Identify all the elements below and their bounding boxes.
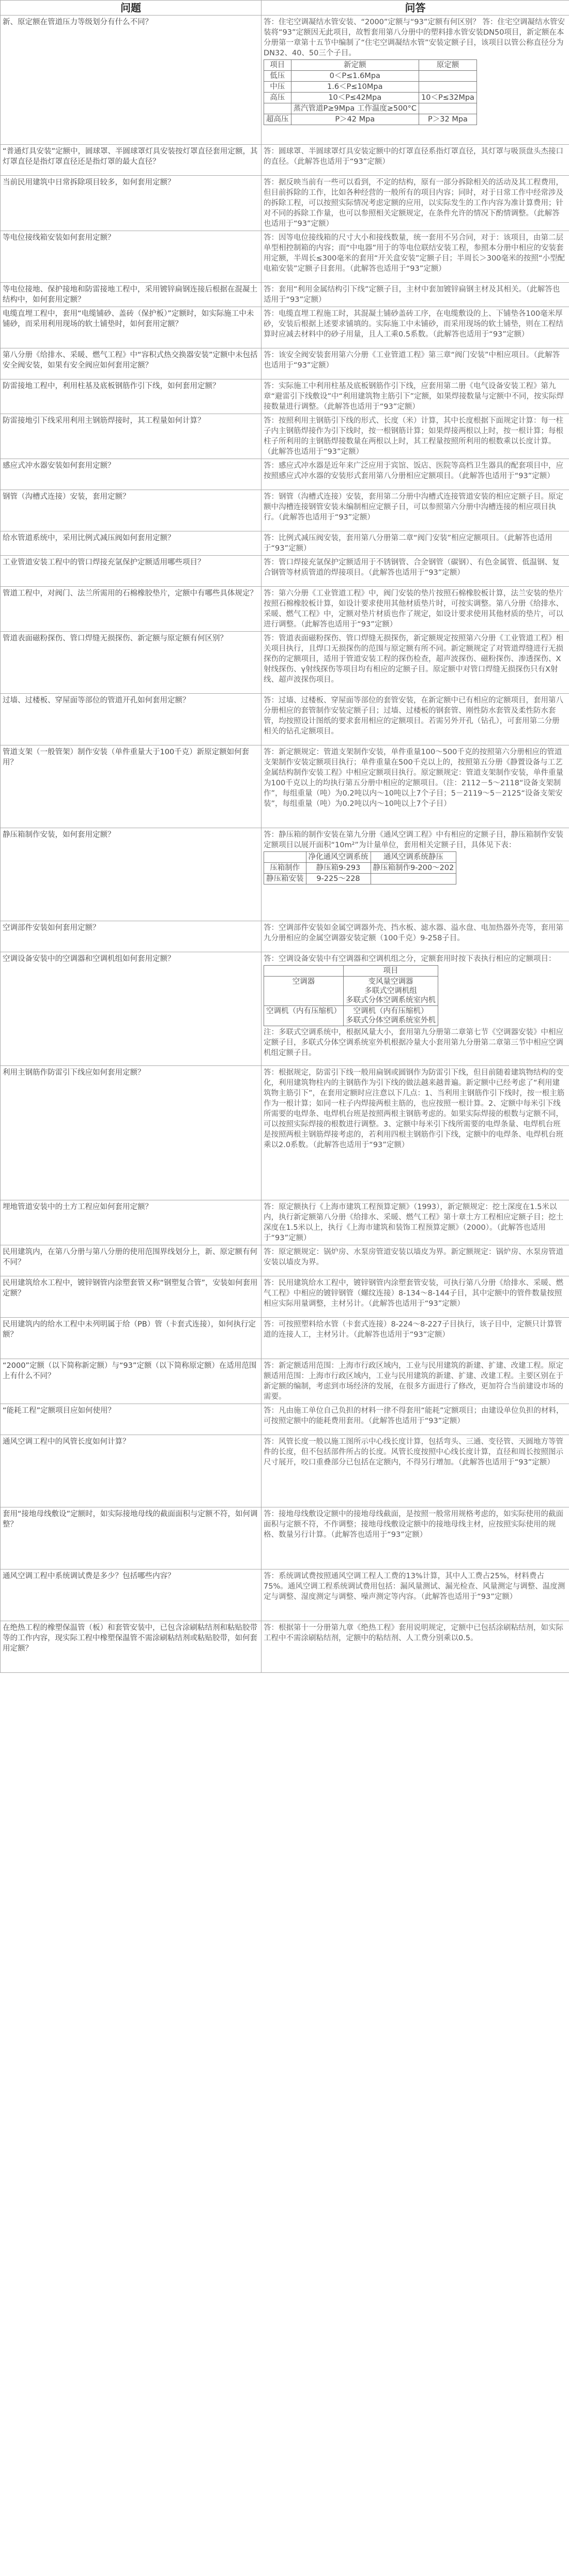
answer-text: 答：住宅空调凝结水管安装、“2000”定额与“93”定额有何区别？ 答：住宅空调凝结水管安装将“93”定额因无此项目，故暂套用第八分册中的塑料排水管安装DN50项目，新定额在本分册第一章第十五节中编制了“住宅空调凝结水管”安装定额子目，该项目以管公称直径分为DN32、40、50三个子目。 — [264, 18, 565, 57]
answer-cell — [262, 531, 569, 556]
answer-cell — [262, 1569, 569, 1621]
answer-cell — [262, 1435, 569, 1507]
answer-text: 答：套用“利用金属结构引下线”定额子目，主材中套加镀锌扁钢主材及其相关。（此解答也适用于“93”定额） — [264, 285, 560, 304]
answer-cell — [262, 307, 569, 348]
answer-note: 注：多联式空调系统中，根据风量大小，套用第九分册第二章第七节《空调器安装》中相应定额子目，多联式分体空调系统室外机根据冷量大小套用第九分册第二章第三节中相应空调机组定额子目。 — [264, 1028, 563, 1057]
inner-table-row — [264, 93, 477, 103]
qa-row — [1, 694, 569, 745]
inner-table-cell: 超高压 — [264, 114, 291, 125]
answer-text: 答：管口焊接充氩保护定额适用于不锈钢管、合金钢管（碳钢）、有色金属管、低温钢、复合钢管等材质管道的焊接项目。（此解答也适用于“93”定额） — [264, 558, 560, 577]
question-cell: 等电位接线箱安装如何套用定额？ — [1, 231, 262, 283]
inner-table-cell: 压箱制作 — [264, 863, 306, 874]
answer-text: 答：根据规定，防雷引下线一般用扁钢或圆钢作为防雷引下线，但目前随着建筑物结构的变化，利用建筑物柱内的主钢筋作为引下线的做法越来越普遍。新定额中已经考虑了“利用建筑物主筋引下”，在套用定额时应注意以下几点：1、当利用主钢筋作引下线时，按一根主筋作为一根计算；如同一柱子内焊接两根主筋的，也应按照一根计算。2、定额中每米引下线所需要的电焊条、电焊机台班是按照两根主钢筋考虑的。如果实际焊接的根数与定额不同，可以按照实际焊接的根数进行调整。3、定额中每米引下线所需要的电焊条量、电焊机台班是按照两根主钢筋焊接考虑的，若利用四根主钢筋作引下线，定额中的电焊条、电焊机台班乘以2.0系数。（此解答也适用于“93”定额） — [264, 1069, 565, 1149]
qa-row — [1, 1276, 569, 1318]
question-cell: 防雷接地工程中，利用柱基及底板钢筋作引下线，如何套用定额？ — [1, 379, 262, 414]
answer-cell — [262, 176, 569, 231]
answer-cell — [262, 1621, 569, 1673]
question-cell: 通风空调工程中系统调试费是多少？包括哪些内容？ — [1, 1569, 262, 1621]
qa-row — [1, 459, 569, 490]
question-cell: 工业管道安装工程中的管口焊接充氩保护定额适用哪些项目？ — [1, 556, 262, 587]
answer-text: 答：实际施工中利用柱基及底板钢筋作引下线，应套用第二册《电气设备安装工程》第九章“避雷引下线敷设”中“利用建筑物主筋引下”定额，如果焊接数量与定额中不同，按实际焊接数量进行调整。（此解答也适用于“93”定额） — [264, 382, 564, 411]
answer-text: 答：感应式冲水器是近年来广泛应用于宾馆、饭店、医院等高档卫生器具的配套项目中，应按照感应式冲水器的安装形式套用第八分册相应定额项目。（此解答也适用于“93”定额） — [264, 462, 563, 480]
answer-cell — [262, 952, 569, 1066]
question-cell: 在绝热工程的橡塑保温管（板）和套管安装中，已包含涂刷粘结剂和粘贴胶带等的工作内容，现实际工程中橡塑保温管不需涂刷粘结剂或粘贴胶带，如何套用定额？ — [1, 1621, 262, 1673]
answer-text: 答：过墙、过楼板、穿屋面等部位的套管安装，在新定额中已有相应的定额项目，套用第八分册相应的套管制作安装定额子目；过墙、过楼板的钢套管、刚性防水套管及柔性防水套管，均按照设计图纸的要求套用相应的定额项目。若需另外开孔（钻孔），可套用第二分册相关的钻孔定额项目。 — [264, 696, 563, 736]
inner-table-header-cell — [264, 966, 344, 977]
answer-text: 答：比例式减压阀安装，套用第八分册第二章“阀门安装”相应定额项目。（此解答也适用于“93”定额） — [264, 534, 552, 553]
qa-row — [1, 1621, 569, 1673]
question-cell: 静压箱制作安装，如何套用定额？ — [1, 828, 262, 921]
answer-cell — [262, 16, 569, 145]
answer-cell — [262, 490, 569, 531]
question-cell: 民用建筑内，在第八分册与第八分册的使用范围界线划分上，新、原定额有何不同？ — [1, 1245, 262, 1276]
answer-text: 答：据反映当前有一些可以看到，不定的结构，原有一部分拆除相关的活动及其工程费用，但目前拆除的工作，比如各种经营的一般所有的项目内容；同时，对于日常工作中经常涉及的拆除工程，可以按照实际情况考虑定额的应用，以实际发生的工作内容为准计算费用；针对不同的拆除工作量，也可以参照相关定额规定，在条件允许的情况下酌情调整。（此解答也适用于“93”定额） — [264, 178, 563, 228]
question-cell: 感应式冲水器安装如何套用定额？ — [1, 459, 262, 490]
inner-table-header-cell: 项目 — [264, 60, 291, 71]
inner-table-cell: 静压箱安装 — [264, 874, 306, 885]
inner-table-cell: 空调器 — [264, 977, 344, 1006]
inner-table-cell: 高压 — [264, 93, 291, 103]
qa-row — [1, 587, 569, 632]
answer-text: 答：按照利用主钢筋引下线的形式、长度（米）计算，其中长度根据下面规定计算：每一柱子内主钢筋焊接作为引下线时，按一根钢筋计算；如果焊接两根以上时，按一根计算；每根柱子所利用的主钢筋焊接数量在两根以上时，其工程量按照所利用的根数乘以长度计算。（此解答也适用于“93”定额） — [264, 417, 563, 456]
qa-row — [1, 745, 569, 828]
inner-table-row — [264, 1006, 438, 1026]
inner-table-cell: 10＜P≤32Mpa — [419, 93, 477, 103]
qa-row — [1, 1245, 569, 1276]
inner-table-cell: 空调机（内有压缩机） 多联式分体空调系统室外机 — [344, 1006, 438, 1026]
question-cell: 给水管道系统中，采用比例式减压阀如何套用定额？ — [1, 531, 262, 556]
inner-table-cell: P＞32 Mpa — [419, 114, 477, 125]
question-cell: 民用建筑给水工程中，镀锌钢管内涂塑套管又称“钢塑复合管”，安装如何套用定额？ — [1, 1276, 262, 1318]
inner-table-cell — [264, 103, 291, 114]
inner-table-row — [264, 977, 438, 1006]
answer-text: 答：静压箱的制作安装在第九分册《通风空调工程》中有相应的定额子目，静压箱制作安装定额项目以展开面积“10m²”为计量单位，套用相关定额子目，具体见下表： — [264, 831, 563, 849]
answer-text: 答：新定额适用范围：上海市行政区域内，工业与民用建筑的新建、扩建、改建工程。原定额适用范围：上海市行政区域内，工业与民用建筑的新建、扩建、改建工程。主要区别在于新定额的编制，考虑到市场经济的发展，在很多方面进行了修改，更加符合当前建设市场的需要。 — [264, 1362, 563, 1401]
qa-row — [1, 1200, 569, 1245]
inner-table-cell: 中压 — [264, 82, 291, 93]
answer-text: 答：可按照塑料给水管（卡套式连接）8-224～8-227子目执行，该子目中，定额只计算管道的连接人工，主材另计。（此解答也适用于“93”定额） — [264, 1320, 562, 1339]
answer-text: 答：原定额执行《上海市建筑工程预算定额》（1993），新定额规定：挖土深度在1.5米以内，执行新定额第八分册《给排水、采暖、燃气工程》第十章土方工程相应定额子目；挖土深度在1.5米以上，执行《上海市建筑和装饰工程预算定额》（2000）。（此解答也适用于“93”定额） — [264, 1203, 563, 1242]
inner-table-row — [264, 874, 456, 885]
answer-cell — [262, 632, 569, 694]
answer-cell — [262, 921, 569, 952]
answer-text: 答：民用建筑给水工程中，镀锌钢管内涂塑套管安装，可执行第八分册《给排水、采暖、燃气工程》中相应的镀锌钢管（螺纹连接）8-134～8-144子目，其中定额中的管件数量按照相应实际用量调整，主材另计。（此解答也适用于“93”定额） — [264, 1279, 563, 1308]
answer-cell — [262, 745, 569, 828]
inner-table-header-cell: 项目 — [344, 966, 438, 977]
qa-row — [1, 490, 569, 531]
qa-row — [1, 145, 569, 176]
question-cell: 管道工程中，对阀门、法兰所需用的石棉橡胶垫片，定额中有哪些具体规定？ — [1, 587, 262, 632]
qa-body — [1, 16, 569, 1673]
answer-cell — [262, 1276, 569, 1318]
answer-text: 答：新定额规定：管道支架制作安装，单件重量100～500千克的按照第六分册相应的管道支架制作安装定额项目执行；单件重量在500千克以上的，按照第五分册《静置设备与工艺金属结构制作安装工程》中相应定额项目执行。原定额规定：管道支架制作安装，单件重量为100千克以上的均执行第五分册中相应的定额项目。（注：2112－5～2118“设备支架制作”，每组重量（吨）为0.2吨以内～10吨以上7个子目；5－2119～5－2125“设备支架安装”，每组重量（吨）为0.2吨以内～10吨以上7个子目） — [264, 748, 563, 808]
qa-row — [1, 16, 569, 145]
answer-text: 答：空调设备安装中有空调器和空调机组之分，定额套用时按下表执行相应的定额项目： — [264, 955, 556, 963]
qa-row — [1, 1435, 569, 1507]
question-cell: 防雷接地引下线采用利用主钢筋焊接时，其工程量如何计算？ — [1, 414, 262, 459]
qa-row — [1, 1359, 569, 1404]
answer-text: 答：管道表面磁粉探伤、管口焊缝无损探伤，新定额规定按照第六分册《工业管道工程》相关项目执行，且焊口无损探伤的范围与原定额有所不同。新定额规定了对管道焊缝进行无损探伤的定额项目，适用于管道安装工程的探伤检查，超声波探伤、磁粉探伤、渗透探伤、X射线探伤、γ射线探伤等项目均有相应的定额子目。原定额中对管口焊缝无损探伤只有X射线、超声波探伤项目。 — [264, 634, 563, 684]
question-cell: 埋地管道安装中的土方工程应如何套用定额？ — [1, 1200, 262, 1245]
answer-inner-table — [264, 965, 438, 1026]
qa-row — [1, 307, 569, 348]
answer-cell — [262, 283, 569, 307]
question-cell: 电缆直埋工程中，套用“电缆铺砂、盖砖（保护板）”定额时，如实际施工中未铺砂，而采用利用现场的软土铺垫时，如何套用定额？ — [1, 307, 262, 348]
answer-cell — [262, 1200, 569, 1245]
question-cell: 套用“接地母线敷设”定额时，如实际接地母线的截面面积与定额不符，如何调整？ — [1, 1507, 262, 1569]
question-cell: 等电位接地、保护接地和防雷接地工程中，采用镀锌扁钢连接后根据在混凝土结构中，如何套用定额？ — [1, 283, 262, 307]
answer-cell — [262, 1066, 569, 1200]
question-cell: “能耗工程”定额项目应如何使用？ — [1, 1404, 262, 1435]
answer-text: 答：接地母线敷设定额中的接地母线截面，是按照一般常用规格考虑的，如实际使用的截面面积与定额不符，不作调整；接地母线敷设定额中的接地母线主材，应按照实际使用的规格、数量另行计算。（此解答也适用于“93”定额） — [264, 1510, 563, 1539]
inner-table-cell — [419, 71, 477, 82]
answer-text: 答：钢管（沟槽式连接）安装，套用第二分册中沟槽式连接管道安装的相应定额子目。原定额中沟槽连接钢管安装未编制相应定额子目，可以参照第六分册中沟槽连接的相应项目执行。（此解答也适用于“93”定额） — [264, 493, 563, 522]
inner-table-cell — [419, 103, 477, 114]
inner-table-header-cell — [264, 852, 306, 863]
answer-text: 答：原定额规定：锅炉房、水泵房管道安装以墙皮为界。新定额规定：锅炉房、水泵房管道安装以墙皮为界。 — [264, 1248, 563, 1267]
inner-table-row — [264, 103, 477, 114]
inner-table-cell: 变风量空调器 多联式空调机组 多联式分体空调系统室内机 — [344, 977, 438, 1006]
inner-table-row — [264, 114, 477, 125]
qa-row — [1, 556, 569, 587]
qa-row — [1, 1569, 569, 1621]
inner-table-cell: 1.6＜P≤10Mpa — [291, 82, 419, 93]
qa-row — [1, 414, 569, 459]
qa-row — [1, 632, 569, 694]
inner-table-header-row — [264, 852, 456, 863]
qa-row — [1, 348, 569, 379]
inner-table-header-cell: 净化通风空调系统 — [306, 852, 371, 863]
inner-table-header-row — [264, 60, 477, 71]
inner-table-cell: 蒸汽管道P≥9Mpa 工作温度≥500°C — [291, 103, 419, 114]
inner-table-cell: 低压 — [264, 71, 291, 82]
question-cell: 空调部件安装如何套用定额？ — [1, 921, 262, 952]
answer-column-header: 问答 — [262, 1, 569, 16]
answer-cell — [262, 694, 569, 745]
answer-cell — [262, 587, 569, 632]
inner-table-cell: P＞42 Mpa — [291, 114, 419, 125]
answer-text: 答：电缆直埋工程施工时，其混凝土铺砂盖砖工序，在电缆敷设的上、下铺垫各100毫米厚砂，安装后根据上述要求铺填的。实际施工中未铺砂，而采用现场的软土铺垫，则在工程结算时应减去材料中的砂子用量，且人工乘0.5系数。（此解答也适用于“93”定额） — [264, 310, 563, 339]
header-row — [1, 1, 569, 16]
question-cell: 过墙、过楼板、穿屋面等部位的管道开孔如何套用定额？ — [1, 694, 262, 745]
inner-table-row — [264, 863, 456, 874]
qa-row — [1, 231, 569, 283]
qa-row — [1, 283, 569, 307]
answer-cell — [262, 459, 569, 490]
qa-row — [1, 176, 569, 231]
question-cell: 第八分册《给排水、采暖、燃气工程》中“容积式热交换器安装”定额中未包括安全阀安装，如果有安全阀应如何套用定额？ — [1, 348, 262, 379]
answer-cell — [262, 379, 569, 414]
question-cell: 管道支架（一般管架）制作安装（单件重量大于100千克）新原定额如何套用？ — [1, 745, 262, 828]
qa-row — [1, 1318, 569, 1359]
answer-cell — [262, 1507, 569, 1569]
question-cell: 管道表面磁粉探伤、管口焊缝无损探伤、新定额与原定额有何区别？ — [1, 632, 262, 694]
inner-table-cell: 0＜P≤1.6Mpa — [291, 71, 419, 82]
qa-row — [1, 921, 569, 952]
answer-cell — [262, 1404, 569, 1435]
inner-table-row — [264, 71, 477, 82]
question-cell: “普通灯具安装”定额中，圆球罩、半圆球罩灯具安装按灯罩直径套用定额，其灯罩直径是指灯罩直径还是指灯罩的最大直径？ — [1, 145, 262, 176]
answer-text: 答：该安全阀安装套用第六分册《工业管道工程》第三章“阀门安装”中相应项目。（此解答也适用于“93”定额） — [264, 351, 560, 370]
inner-table-cell: 9-225～228 — [306, 874, 371, 885]
answer-text: 答：系统调试费按照通风空调工程人工费的13%计算，其中人工费占25%，材料费占75%。通风空调工程系统调试费用包括：漏风量测试、漏光检查、风量测定与调整、温度测定与调整、湿度测定与调整、噪声测定等内容。（此解答也适用于“93”定额） — [264, 1572, 565, 1601]
qa-row — [1, 952, 569, 1066]
qa-row — [1, 531, 569, 556]
inner-table-cell — [371, 874, 456, 885]
inner-table-header-cell: 新定额 — [291, 60, 419, 71]
inner-table-header-cell: 通风空调系统静压 — [371, 852, 456, 863]
answer-cell — [262, 145, 569, 176]
qa-row — [1, 1066, 569, 1200]
answer-inner-table — [264, 59, 477, 125]
inner-table-cell: 静压箱9-293 — [306, 863, 371, 874]
question-cell: 民用建筑内的给水工程中未列明属于给（PB）管（卡套式连接），如何执行定额？ — [1, 1318, 262, 1359]
question-cell: 利用主钢筋作防雷引下线应如何套用定额？ — [1, 1066, 262, 1200]
question-cell: 当前民用建筑中日常拆除项目较多，如何套用定额？ — [1, 176, 262, 231]
inner-table-cell — [419, 82, 477, 93]
answer-cell — [262, 231, 569, 283]
answer-text: 答：凡由施工单位自己负担的材料一律不得套用“能耗”定额项目；由建设单位负担的材料，可按照定额中的能耗费用套用。（此解答也适用于“93”定额） — [264, 1407, 564, 1425]
answer-text: 答：第六分册《工业管道工程》中，阀门安装的垫片按照石棉橡胶板计算，法兰安装的垫片按照石棉橡胶板计算，如设计要求使用其他材质垫片时，可按实调整。第八分册《给排水、采暖、燃气工程》中，定额对垫片材质也作了规定，如设计要求使用其他材质的垫片，可以进行调整。（此解答也适用于“93”定额） — [264, 589, 563, 629]
inner-table-row — [264, 82, 477, 93]
inner-table-header-cell: 原定额 — [419, 60, 477, 71]
answer-text: 答：风管长度一般以施工图所示中心线长度计算，包括弯头、三通、变径管、天圆地方等管件的长度，但不包括部件所占的长度。风管长度按照中心线长度计算，直径和周长按照图示尺寸展开，咬口重叠部分已包括在定额内，不得另行增加。（此解答也适用于“93”定额） — [264, 1438, 563, 1467]
qa-row — [1, 1507, 569, 1569]
question-column-header: 问题 — [1, 1, 262, 16]
question-cell: “2000”定额（以下简称新定额）与“93”定额（以下简称原定额）在适用范围上有什么不同？ — [1, 1359, 262, 1404]
inner-table-cell: 静压箱制作9-200～202 — [371, 863, 456, 874]
answer-text: 答：空调部件安装如金属空调器外壳、挡水板、滤水器、溢水盘、电加热器外壳等，套用第九分册相应的金属空调器安装定额（100千克）9-258子目。 — [264, 924, 563, 942]
answer-inner-table — [264, 851, 456, 885]
answer-cell — [262, 1359, 569, 1404]
answer-text: 答：根据第十一分册第九章《绝热工程》套用说明规定，定额中已包括涂刷粘结剂，如实际工程中不需涂刷粘结剂，定额中的粘结剂、人工费分别乘以0.5。 — [264, 1624, 563, 1642]
question-cell: 新、原定额在管道压力等级划分有什么不同？ — [1, 16, 262, 145]
question-cell: 钢管（沟槽式连接）安装，套用定额？ — [1, 490, 262, 531]
question-cell: 通风空调工程中的风管长度如何计算？ — [1, 1435, 262, 1507]
answer-text: 答：因等电位接线箱的尺寸大小和接线数量，统一套用不另合同，对于：该项目，由第二层单型相控制箱的内容；而“中电器”用于的等电位联结安装工程，参照本分册中相应的安装套用定额，半周长≤300毫米的套用“开关盒安装”定额子目；半周长＞300毫米的按照“小型配电箱安装”定额子目套用。（此解答也适用于“93”定额） — [264, 234, 565, 273]
answer-cell — [262, 1318, 569, 1359]
qa-row — [1, 379, 569, 414]
answer-cell — [262, 1245, 569, 1276]
answer-cell — [262, 556, 569, 587]
answer-cell — [262, 348, 569, 379]
inner-table-header-row — [264, 966, 438, 977]
qa-row — [1, 1404, 569, 1435]
answer-cell — [262, 414, 569, 459]
question-cell: 空调设备安装中的空调器和空调机组如何套用定额？ — [1, 952, 262, 1066]
inner-table-cell: 10＜P≤42Mpa — [291, 93, 419, 103]
answer-cell — [262, 828, 569, 921]
answer-text: 答：圆球罩、半圆球罩灯具安装定额中的灯罩直径系指灯罩直径，其灯罩与吸顶盘头杰接口的直径。（此解答也适用于“93”定额） — [264, 147, 563, 166]
inner-table-cell: 空调机（内有压缩机） — [264, 1006, 344, 1026]
qa-row — [1, 828, 569, 921]
